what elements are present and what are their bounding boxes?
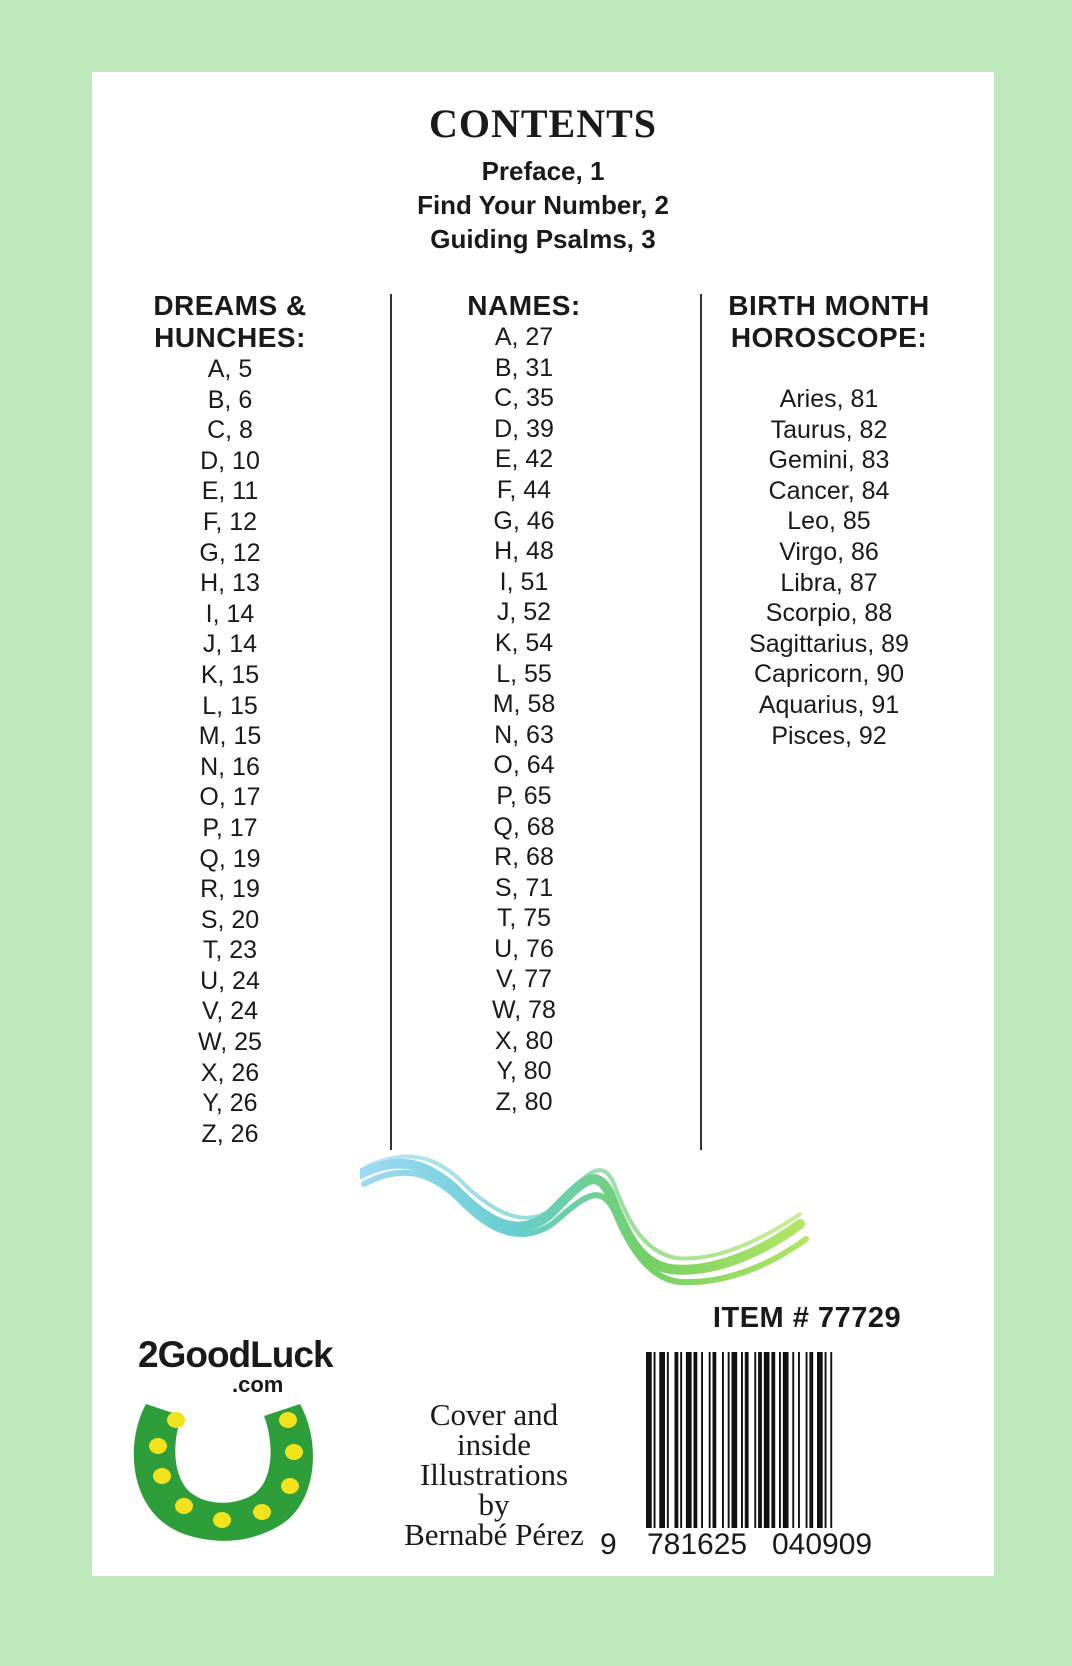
names-entry: J, 52: [496, 598, 552, 627]
names-entry: H, 48: [494, 537, 554, 566]
barcode-graphic: [638, 1352, 900, 1528]
names-entry: O, 64: [493, 751, 555, 780]
horoscope-entry: Sagittarius, 89: [749, 629, 909, 658]
barcode-bar: [694, 1352, 698, 1528]
contents-entry: Preface, 1: [481, 156, 605, 186]
barcode-bar: [659, 1352, 665, 1528]
dreams-entry: Z, 26: [201, 1119, 259, 1148]
back-cover-panel: [92, 72, 994, 1576]
barcode-bar: [722, 1352, 724, 1528]
dreams-entry: M, 15: [198, 722, 262, 751]
names-entry: X, 80: [494, 1026, 554, 1055]
horoscope-entry: Aries, 81: [779, 385, 879, 413]
barcode-bar: [667, 1352, 669, 1528]
names-column: [430, 290, 618, 1117]
names-heading: [430, 290, 618, 322]
names-entry: W, 78: [492, 996, 556, 1025]
names-entry: D, 39: [494, 414, 554, 443]
names-entry: T, 75: [496, 904, 552, 933]
horoscope-entry: Leo, 85: [787, 507, 871, 536]
names-entry: Z, 80: [495, 1087, 553, 1116]
dreams-heading: [132, 290, 328, 354]
barcode-bar: [675, 1352, 679, 1528]
barcode-bar: [779, 1352, 781, 1528]
dreams-entry: F, 12: [202, 507, 258, 536]
barcode-digit-left: 9: [600, 1528, 617, 1561]
horoscope-entry: Libra, 87: [780, 568, 878, 597]
contents-entry: Guiding Psalms, 3: [430, 224, 656, 254]
barcode-bar: [709, 1352, 711, 1528]
credit-line: Cover and: [429, 1397, 559, 1432]
dreams-entry: T, 23: [202, 936, 258, 965]
dreams-entry: B, 6: [207, 385, 253, 414]
barcode-bar: [741, 1352, 743, 1528]
barcode-bar: [825, 1352, 827, 1528]
dreams-entry: D, 10: [200, 446, 260, 475]
credit-line: Illustrations: [419, 1457, 569, 1492]
names-entry: R, 68: [494, 843, 554, 872]
barcode-bar: [806, 1352, 808, 1528]
column-divider: [700, 294, 702, 1150]
dreams-entry: N, 16: [200, 752, 260, 781]
dreams-entry: Q, 19: [199, 844, 261, 873]
names-entry: K, 54: [494, 628, 554, 657]
dreams-entry: R, 19: [200, 875, 260, 904]
logo-suffix: .com: [232, 1372, 284, 1397]
dreams-entry: E, 11: [201, 477, 259, 506]
horoscope-entry: Gemini, 83: [768, 446, 890, 475]
names-entry: S, 71: [494, 873, 554, 902]
dreams-entry: J, 14: [202, 630, 258, 659]
names-entry: I, 51: [499, 567, 549, 596]
barcode-bar: [809, 1352, 813, 1528]
names-entry: B, 31: [494, 353, 554, 382]
barcode-bar: [646, 1352, 652, 1528]
names-entry: F, 44: [496, 475, 552, 504]
names-entry: E, 42: [494, 445, 554, 474]
horoscope-column: [712, 290, 946, 751]
horoscope-entry: Cancer, 84: [768, 476, 890, 505]
credit-line: inside: [456, 1427, 532, 1462]
names-entry: Y, 80: [496, 1057, 552, 1086]
dreams-entry: U, 24: [200, 966, 260, 995]
credit-line: by: [478, 1487, 510, 1522]
barcode-bar: [764, 1352, 770, 1528]
horoscope-entry: Capricorn, 90: [753, 660, 905, 689]
barcode-bar: [817, 1352, 823, 1528]
dreams-entry: S, 20: [200, 905, 260, 934]
dreams-entry: P, 17: [202, 813, 258, 842]
barcode-bar: [654, 1352, 656, 1528]
contents-title: CONTENTS: [428, 101, 658, 146]
horoscope-entry: Virgo, 86: [779, 537, 879, 566]
barcode-bar: [686, 1352, 692, 1528]
barcode-bar: [792, 1352, 794, 1528]
dreams-entry: A, 5: [207, 355, 253, 383]
horoscope-entry: Pisces, 92: [771, 721, 887, 750]
dreams-entry: K, 15: [200, 660, 260, 689]
barcode-bar: [830, 1352, 832, 1528]
names-entry: G, 46: [493, 506, 555, 535]
illustration-credit: [374, 1397, 614, 1552]
names-entry: V, 77: [495, 965, 553, 994]
barcode-bar: [754, 1352, 756, 1528]
dreams-entry: Y, 26: [202, 1089, 258, 1118]
dreams-heading-line: HUNCHES:: [154, 322, 306, 353]
names-entry: N, 63: [494, 720, 554, 749]
barcode-bar: [745, 1352, 749, 1528]
contents-entry: Find Your Number, 2: [417, 190, 669, 220]
dreams-entry: L, 15: [202, 691, 258, 720]
barcode-digits-group-2: 040909: [772, 1528, 873, 1561]
barcode-bar: [701, 1352, 703, 1528]
barcode-bar: [680, 1352, 682, 1528]
names-entry: L, 55: [496, 659, 552, 688]
horoscope-entry: Aquarius, 91: [758, 690, 900, 719]
barcode-bar: [783, 1352, 789, 1528]
dreams-list: [132, 354, 328, 1149]
names-entry: C, 35: [494, 384, 554, 413]
barcode-bar: [771, 1352, 775, 1528]
logo-text: 2GoodLuck: [138, 1334, 333, 1375]
names-entry: Q, 68: [493, 812, 555, 841]
dreams-entry: V, 24: [201, 997, 259, 1026]
barcode-bar: [758, 1352, 762, 1528]
dreams-heading-line: DREAMS &: [153, 290, 307, 321]
names-heading-line: NAMES:: [467, 290, 581, 321]
barcode-bar: [798, 1352, 800, 1528]
ribbon-wave-illustration: [360, 1144, 830, 1304]
horoscope-list: [712, 384, 946, 751]
horoscope-heading: [712, 290, 946, 354]
horseshoe-logo-icon: [124, 1364, 324, 1554]
credit-line: Bernabé Pérez: [404, 1517, 584, 1552]
column-divider: [390, 294, 392, 1150]
dreams-entry: G, 12: [199, 538, 261, 567]
barcode-bar: [732, 1352, 738, 1528]
barcode-digits-group-1: 781625: [647, 1528, 748, 1561]
item-number: ITEM # 77729: [712, 1302, 902, 1334]
dreams-entry: H, 13: [200, 569, 260, 598]
dreams-entry: I, 14: [205, 599, 255, 628]
horoscope-entry: Scorpio, 88: [765, 599, 893, 628]
names-entry: A, 27: [494, 323, 554, 351]
dreams-column: [132, 290, 328, 1149]
dreams-entry: X, 26: [200, 1058, 260, 1087]
dreams-entry: W, 25: [198, 1028, 262, 1057]
dreams-entry: O, 17: [199, 783, 261, 812]
horoscope-entry: Taurus, 82: [770, 415, 888, 444]
names-entry: U, 76: [494, 934, 554, 963]
names-entry: P, 65: [496, 781, 552, 810]
names-entry: M, 58: [492, 690, 556, 719]
contents-list: [92, 154, 994, 256]
barcode-bar: [713, 1352, 717, 1528]
barcode-bar: [728, 1352, 730, 1528]
dreams-entry: C, 8: [207, 416, 253, 445]
horoscope-heading-line: HOROSCOPE:: [730, 322, 928, 353]
names-list: [430, 322, 618, 1117]
horoscope-heading-line: BIRTH MONTH: [728, 290, 930, 321]
